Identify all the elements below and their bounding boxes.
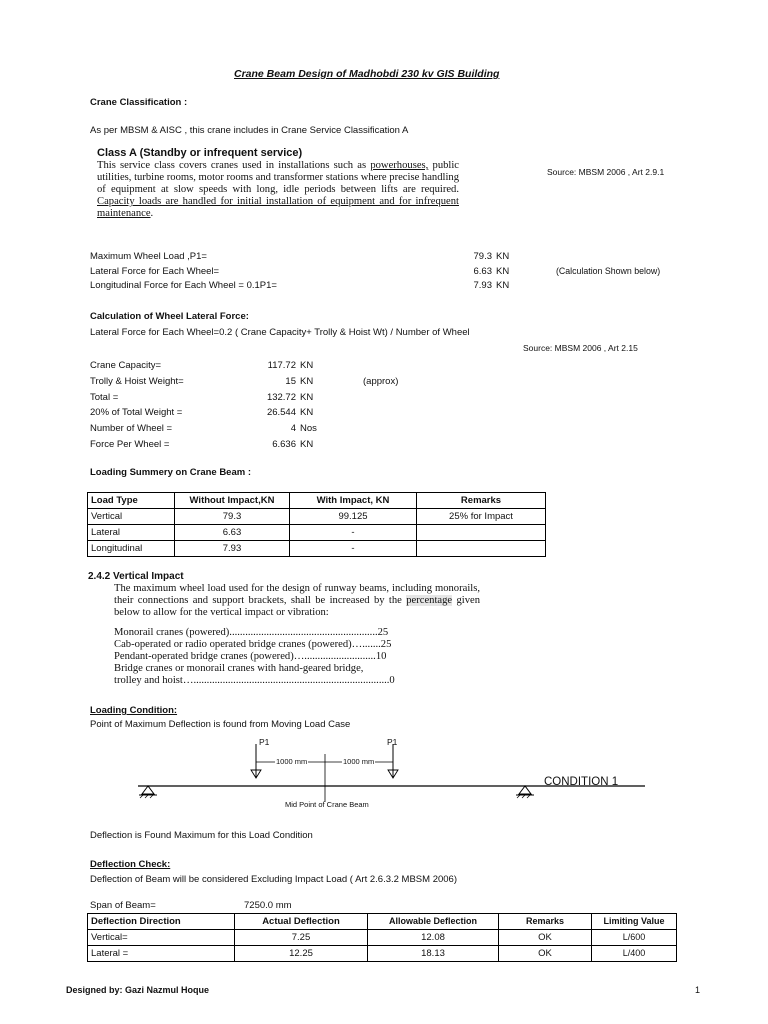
class-a-text-end: . [150,208,154,219]
load-note: (Calculation Shown below) [556,266,661,276]
table-cell [417,541,546,557]
list-item: trolley and hoist…..........................................................................0 [114,675,395,686]
load-unit: KN [496,251,510,262]
table-cell: 7.93 [175,541,290,557]
table-header-cell: With Impact, KN [290,493,417,509]
load-label: Maximum Wheel Load ,P1= [90,251,207,262]
page-number: 1 [695,985,701,995]
left-support-icon [142,786,154,794]
class-a-text-underlined-2: Capacity loads are handled for initial installation of equipment and for infrequent maintenance [97,196,459,219]
list-item: Cab-operated or radio operated bridge cranes (powered)….......25 [114,639,392,650]
table-header-row [88,493,546,509]
table-row [88,509,546,525]
table-cell: Lateral = [88,946,235,962]
load-label: Lateral Force for Each Wheel= [90,266,220,277]
deflection-table [87,913,677,962]
deflection-check-heading: Deflection Check: [90,859,171,870]
table-header-row [88,914,677,930]
table-cell: 79.3 [175,509,290,525]
dimension-label-left: 1000 mm [276,757,308,766]
table-header-cell: Load Type [88,493,175,509]
impact-list [88,627,480,687]
table-cell: Longitudinal [88,541,175,557]
table-row [88,525,546,541]
vertical-impact-paragraph [88,583,480,619]
calc-label: 20% of Total Weight = [90,407,183,418]
calc-label: Number of Wheel = [90,423,173,434]
dimension-label-right: 1000 mm [343,757,375,766]
vertical-impact-title: 2.4.2 Vertical Impact [88,571,184,582]
lateral-source: Source: MBSM 2006 , Art 2.15 [523,343,638,353]
table-header-cell: Allowable Deflection [368,914,499,930]
table-cell: Vertical [88,509,175,525]
calc-label: Crane Capacity= [90,360,162,371]
midpoint-label: Mid Point of Crane Beam [285,800,369,809]
class-a-paragraph [97,160,459,220]
calc-label: Trolly & Hoist Weight= [90,376,184,387]
table-header-cell: Deflection Direction [88,914,235,930]
calc-unit: Nos [300,423,317,434]
calc-value: 132.72 [266,392,296,403]
table-header-cell: Limiting Value [592,914,677,930]
table-cell: 99.125 [290,509,417,525]
calc-unit: KN [300,376,314,387]
calc-value: 4 [290,423,296,434]
vertical-impact-excerpt [88,571,480,687]
load-unit: KN [496,280,510,291]
table-header-cell: Remarks [499,914,592,930]
calc-label: Force Per Wheel = [90,439,170,450]
calc-value: 26.544 [266,407,296,418]
class-a-excerpt [97,147,459,220]
table-cell: 7.25 [235,930,368,946]
load-label: Longitudinal Force for Each Wheel = 0.1P1= [90,280,277,291]
table-cell: L/600 [592,930,677,946]
table-cell: 6.63 [175,525,290,541]
table-cell: 18.13 [368,946,499,962]
table-cell: L/400 [592,946,677,962]
page-title: Crane Beam Design of Madhobdi 230 kv GIS Building [234,68,500,80]
class-a-title: Class A (Standby or infrequent service) [97,147,303,159]
loading-summary-table [87,492,546,557]
load-label-p1-left: P1 [259,737,270,747]
table-cell: Lateral [88,525,175,541]
loading-summary-heading: Loading Summery on Crane Beam : [90,467,252,478]
table-cell: 12.08 [368,930,499,946]
lateral-calc-heading: Calculation of Wheel Lateral Force: [90,311,249,322]
load-unit: KN [496,266,510,277]
list-item: Monorail cranes (powered)........................................................25 [114,627,389,638]
calc-value: 117.72 [267,360,296,371]
table-header-cell: Remarks [417,493,546,509]
table-cell: - [290,541,417,557]
calc-note: (approx) [363,376,399,387]
table-header-cell: Without Impact,KN [175,493,290,509]
condition-label: CONDITION 1 [544,776,619,788]
list-item: Pendant-operated bridge cranes (powered)…...........................10 [114,651,387,662]
load-value: 7.93 [473,280,492,291]
table-cell: - [290,525,417,541]
calc-label: Total = [90,392,119,403]
span-label: Span of Beam= [90,900,156,911]
table-cell: OK [499,930,592,946]
loading-condition-text: Point of Maximum Deflection is found from Moving Load Case [90,719,351,730]
deflection-found-text: Deflection is Found Maximum for this Load Condition [90,830,313,841]
calc-value: 6.636 [272,439,296,450]
deflection-check-text: Deflection of Beam will be considered Excluding Impact Load ( Art 2.6.3.2 MBSM 2006) [90,874,457,885]
table-row [88,946,677,962]
table-cell: 12.25 [235,946,368,962]
table-row [88,930,677,946]
calc-unit: KN [300,392,314,403]
span-value: 7250.0 mm [244,900,292,911]
table-cell [417,525,546,541]
crane-classification-heading: Crane Classification : [90,97,188,108]
class-a-text-underlined-1: powerhouses, [370,160,429,171]
class-a-text-1: This service class covers cranes used in installations such as [97,160,371,171]
impact-text-1: The maximum wheel load used for the design of runway beams, including monorails, their connections and support brackets, shall be increased by the [114,583,480,606]
right-support-icon [519,786,531,794]
load-label-p1-right: P1 [387,737,398,747]
table-header-cell: Actual Deflection [235,914,368,930]
lateral-formula: Lateral Force for Each Wheel=0.2 ( Crane Capacity+ Trolly & Hoist Wt) / Number of Wheel [90,327,470,338]
classification-source: Source: MBSM 2006 , Art 2.9.1 [547,167,665,177]
calc-unit: KN [300,360,314,371]
impact-text-2: given below to allow for the vertical impact or vibration: [114,595,480,618]
table-cell: 25% for Impact [417,509,546,525]
calc-value: 15 [285,376,296,387]
calc-unit: KN [300,439,314,450]
classification-intro: As per MBSM & AISC , this crane includes in Crane Service Classification A [90,125,409,136]
class-a-text-2: public utilities, turbine rooms, motor rooms and transformer stations where precise handling of equipment at slow speeds with long, idle periods between lifts are required. [97,160,459,195]
loading-condition-heading: Loading Condition: [90,705,178,716]
impact-text-highlight: percentage [406,595,453,606]
footer-designer: Designed by: Gazi Nazmul Hoque [66,985,210,995]
list-item: Bridge cranes or monorail cranes with hand-geared bridge, [114,663,364,674]
load-value: 79.3 [473,251,492,262]
calc-unit: KN [300,407,314,418]
load-value: 6.63 [473,266,492,277]
table-cell: Vertical= [88,930,235,946]
table-cell: OK [499,946,592,962]
table-row [88,541,546,557]
